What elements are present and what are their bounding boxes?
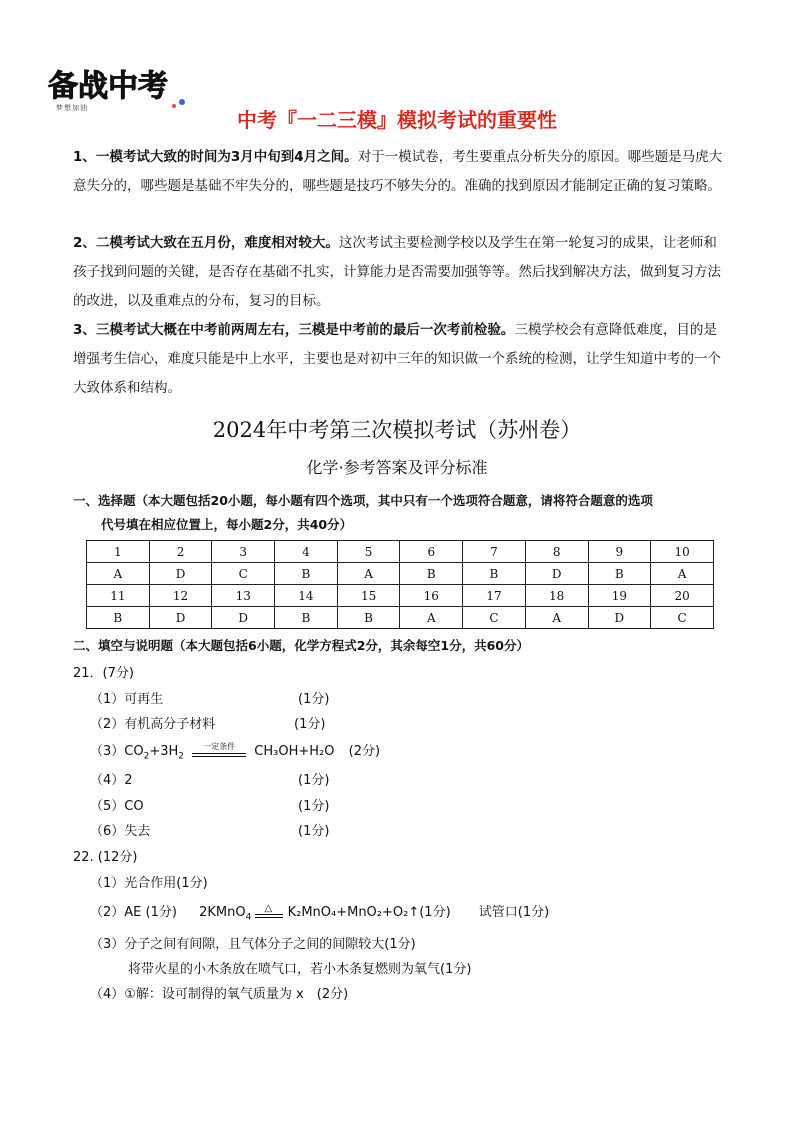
q21-answer-2: （2）有机高分子材料 xyxy=(90,717,216,732)
q21-answer-3 xyxy=(90,740,380,762)
answer-cell: C xyxy=(463,607,526,629)
q21-answer-5: （5）CO xyxy=(90,799,144,814)
question-number: 4 xyxy=(275,541,338,563)
table-row xyxy=(87,563,714,585)
reaction-condition-arrow xyxy=(192,741,246,759)
q21-answer-4: （4）2 xyxy=(90,773,133,788)
section2-heading: 二、填空与说明题（本大题包括6小题，化学方程式2分，其余每空1分，共60分） xyxy=(73,638,529,653)
intro-2-text: 这次考试主要检测学校以及学生在第一轮复习的成果，让老师和孩子找到问题的关键，是否存在基础不扎实，计算能力是否需要加强等等。然后找到解决方法，做到复习方法的改进，以及重难点的分布，复习的目标。 xyxy=(73,235,721,309)
question-number: 15 xyxy=(337,585,400,607)
subject-title: 化学·参考答案及评分标准 xyxy=(306,458,488,477)
q22-answer-4: （4）①解：设可制得的氧气质量为 x (2分) xyxy=(90,987,349,1002)
intro-3-text: 三模学校会有意降低难度，目的是增强考生信心，难度只能是中上水平，主要也是对初中三年的知识做一个系统的检测，让学生知道中考的一个大致体系和结构。 xyxy=(73,322,721,396)
table-row xyxy=(87,541,714,563)
intro-paragraph-1 xyxy=(73,143,725,201)
answer-cell: A xyxy=(400,607,463,629)
intro-1-bold: 1、一模考试大致的时间为3月中旬到4月之间。 xyxy=(73,149,358,165)
answer-cell: A xyxy=(87,563,150,585)
q22-answer-2-prefix: （2）AE (1分) xyxy=(90,905,177,920)
answer-cell: D xyxy=(525,563,588,585)
answer-cell: B xyxy=(87,607,150,629)
question-number: 19 xyxy=(588,585,651,607)
q22-heading: 22. (12分) xyxy=(73,850,138,865)
question-number: 1 xyxy=(87,541,150,563)
q22-eq-sub: 4 xyxy=(245,912,252,923)
question-number: 16 xyxy=(400,585,463,607)
q21-eq-left: （3）CO xyxy=(90,744,144,759)
intro-2-bold: 2、二模考试大致在五月份，难度相对较大。 xyxy=(73,235,339,251)
question-number: 3 xyxy=(212,541,275,563)
question-number: 5 xyxy=(337,541,400,563)
answer-cell: D xyxy=(149,563,212,585)
intro-paragraph-2 xyxy=(73,229,725,316)
answer-cell: A xyxy=(651,563,714,585)
answer-cell: B xyxy=(588,563,651,585)
section1-heading-line2: 代号填在相应位置上，每小题2分，共40分） xyxy=(101,517,353,532)
q22-answer-3b: 将带火星的小木条放在喷气口，若小木条复燃则为氧气(1分) xyxy=(128,962,472,977)
answer-cell: B xyxy=(463,563,526,585)
q22-answer-1: （1）光合作用(1分) xyxy=(90,876,208,891)
heating-arrow xyxy=(255,902,283,920)
q21-points-6: (1分) xyxy=(298,824,330,839)
answer-cell: B xyxy=(337,607,400,629)
q22-answer-2-suffix: 试管口(1分) xyxy=(478,905,550,920)
q21-points-5: (1分) xyxy=(298,799,330,814)
q21-points-2: (1分) xyxy=(294,717,326,732)
q22-eq-right: K₂MnO₄+MnO₂+O₂↑(1分) xyxy=(287,905,451,920)
q22-eq-left: 2KMnO xyxy=(199,905,246,920)
reaction-condition: 一定条件 xyxy=(203,741,236,751)
answer-cell: D xyxy=(588,607,651,629)
q21-points-3: (2分) xyxy=(348,744,381,759)
q21-eq-right: CH₃OH+H₂O xyxy=(254,744,335,759)
question-number: 14 xyxy=(275,585,338,607)
question-number: 13 xyxy=(212,585,275,607)
question-number: 11 xyxy=(87,585,150,607)
answer-cell: B xyxy=(275,563,338,585)
q21-eq-sub2: 2 xyxy=(178,751,185,762)
question-number: 12 xyxy=(149,585,212,607)
exam-title: 2024年中考第三次模拟考试（苏州卷） xyxy=(212,418,582,442)
answer-cell: A xyxy=(525,607,588,629)
answer-cell: C xyxy=(651,607,714,629)
q21-points-1: (1分) xyxy=(298,692,330,707)
answer-cell: B xyxy=(400,563,463,585)
intro-paragraph-3 xyxy=(73,316,725,403)
q21-answer-1: （1）可再生 xyxy=(90,692,164,707)
section1-heading-line1: 一、选择题（本大题包括20小题，每小题有四个选项，其中只有一个选项符合题意，请将符合题意的选项 xyxy=(73,493,653,508)
question-number: 20 xyxy=(651,585,714,607)
question-number: 17 xyxy=(463,585,526,607)
question-number: 2 xyxy=(149,541,212,563)
q22-answer-3: （3）分子之间有间隙，且气体分子之间的间隙较大(1分) xyxy=(90,937,416,952)
question-number: 6 xyxy=(400,541,463,563)
answer-table xyxy=(86,540,714,629)
intro-3-bold: 3、三模考试大概在中考前两周左右，三模是中考前的最后一次考前检验。 xyxy=(73,322,515,338)
question-number: 8 xyxy=(525,541,588,563)
answer-cell: B xyxy=(275,607,338,629)
promo-title: 中考『一二三模』模拟考试的重要性 xyxy=(237,108,557,132)
question-number: 18 xyxy=(525,585,588,607)
table-row xyxy=(87,585,714,607)
answer-cell: C xyxy=(212,563,275,585)
answer-cell: D xyxy=(212,607,275,629)
heat-symbol: △ xyxy=(264,902,273,914)
answer-cell: D xyxy=(149,607,212,629)
q21-points-4: (1分) xyxy=(298,773,330,788)
q21-heading: 21．(7分) xyxy=(73,666,134,681)
question-number: 7 xyxy=(463,541,526,563)
table-row xyxy=(87,607,714,629)
intro-1-text: 对于一模试卷，考生要重点分析失分的原因。哪些题是马虎大意失分的，哪些题是基础不牢失分的，哪些题是技巧不够失分的。准确的找到原因才能制定正确的复习策略。 xyxy=(73,149,723,194)
q21-answer-6: （6）失去 xyxy=(90,824,151,839)
logo-text: 备战中考 xyxy=(48,69,168,104)
q22-answer-2 xyxy=(90,901,549,923)
logo-subtitle: 梦想加油 xyxy=(56,104,88,112)
answer-cell: A xyxy=(337,563,400,585)
question-number: 9 xyxy=(588,541,651,563)
q21-eq-mid: +3H xyxy=(149,744,179,759)
q21-eq-sub1: 2 xyxy=(143,751,150,762)
question-number: 10 xyxy=(651,541,714,563)
